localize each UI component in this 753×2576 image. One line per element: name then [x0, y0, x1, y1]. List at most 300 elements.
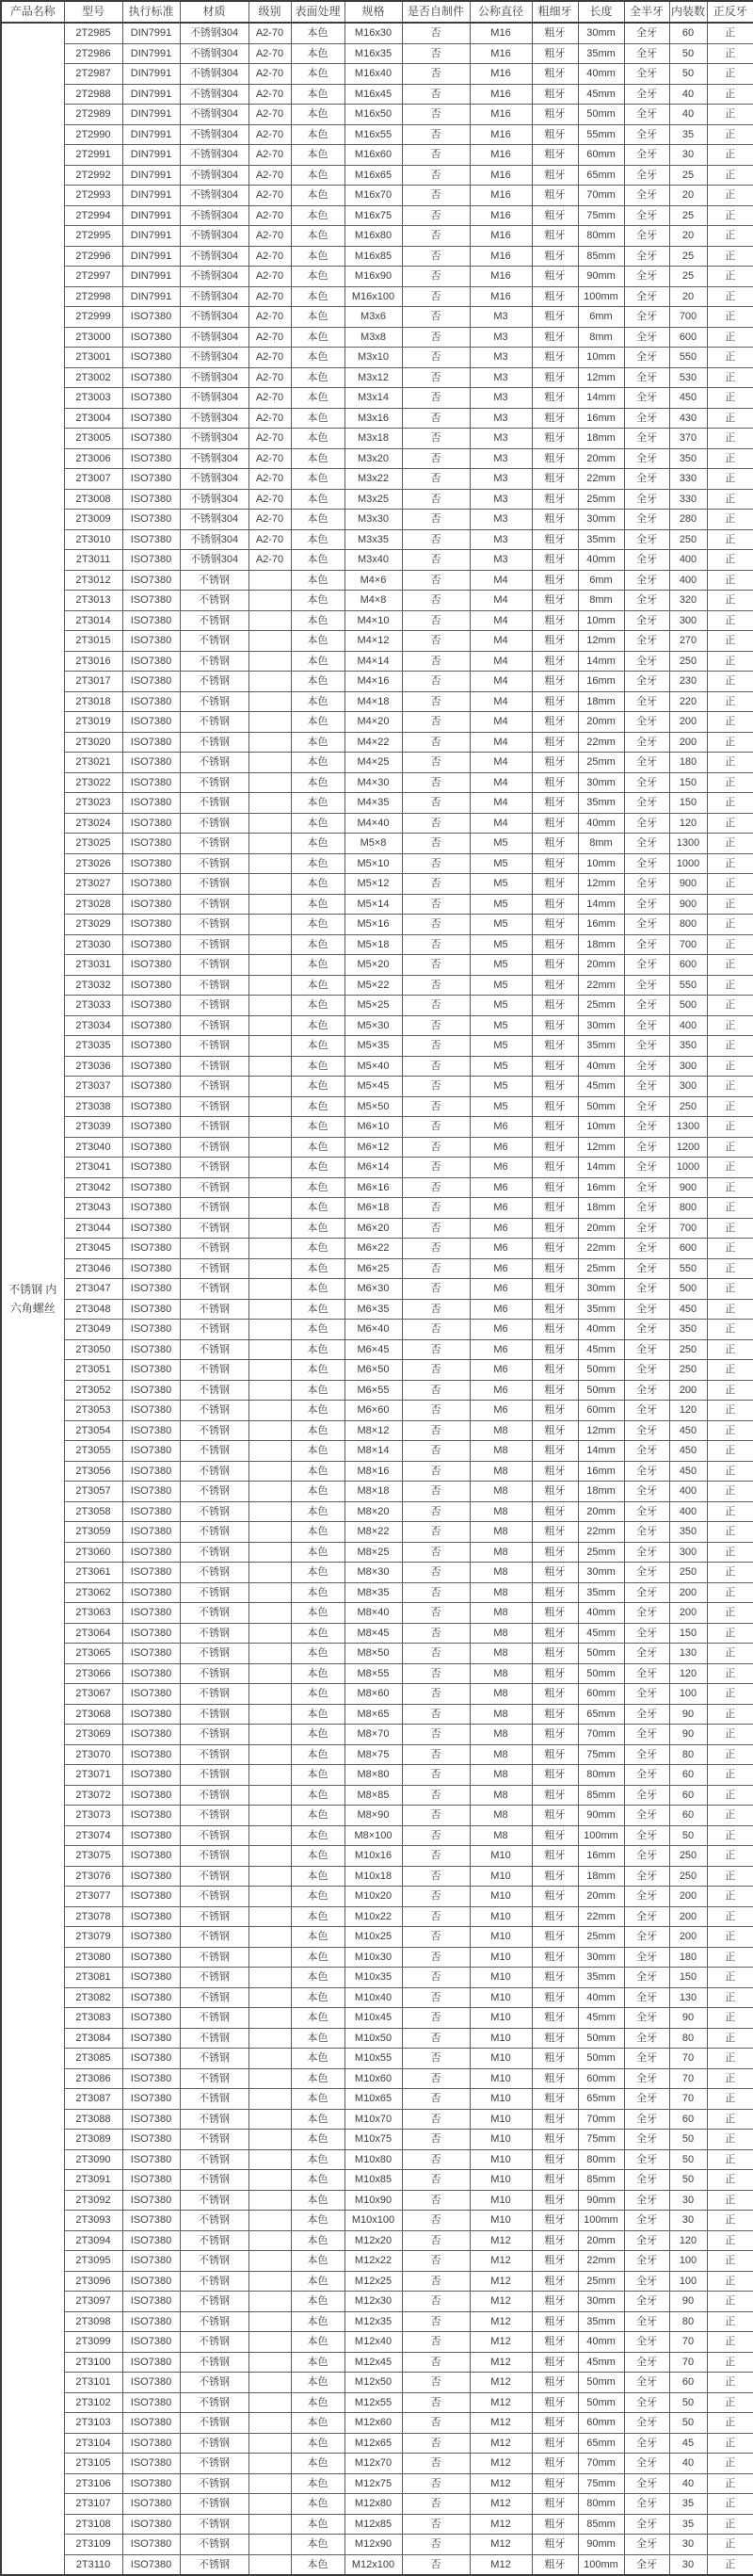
cell-thread-coverage: 全牙 — [624, 1501, 669, 1522]
cell-thread-type: 粗牙 — [532, 955, 578, 976]
cell-diameter: M5 — [470, 1036, 532, 1057]
cell-pack-qty: 900 — [669, 894, 707, 915]
cell-diameter: M4 — [470, 591, 532, 611]
cell-thread-coverage: 全牙 — [624, 246, 669, 267]
cell-thread-type: 粗牙 — [532, 1725, 578, 1745]
cell-material: 不锈钢304 — [180, 226, 248, 247]
cell-model: 2T3041 — [64, 1158, 122, 1178]
cell-finish: 本色 — [291, 1542, 344, 1563]
cell-thread-type: 粗牙 — [532, 2049, 578, 2069]
cell-thread-coverage: 全牙 — [624, 429, 669, 449]
cell-model: 2T3005 — [64, 429, 122, 449]
cell-spec: M3x12 — [344, 367, 402, 388]
cell-thread-type: 粗牙 — [532, 1522, 578, 1543]
cell-thread-type: 粗牙 — [532, 1218, 578, 1239]
cell-material: 不锈钢304 — [180, 469, 248, 490]
table-row — [1, 1704, 753, 1725]
cell-thread-coverage: 全牙 — [624, 1401, 669, 1421]
cell-thread-type: 粗牙 — [532, 732, 578, 753]
cell-model: 2T3065 — [64, 1644, 122, 1664]
cell-model: 2T3043 — [64, 1198, 122, 1219]
cell-thread-coverage: 全牙 — [624, 793, 669, 814]
cell-pack-qty: 20 — [669, 226, 707, 247]
cell-finish: 本色 — [291, 793, 344, 814]
cell-length: 20mm — [578, 1218, 624, 1239]
cell-pack-qty: 450 — [669, 1461, 707, 1482]
cell-diameter: M16 — [470, 286, 532, 307]
cell-grade — [248, 1663, 291, 1684]
cell-length: 16mm — [578, 1461, 624, 1482]
cell-material: 不锈钢304 — [180, 186, 248, 206]
cell-material: 不锈钢304 — [180, 286, 248, 307]
cell-thread-coverage: 全牙 — [624, 367, 669, 388]
cell-thread-coverage: 全牙 — [624, 2109, 669, 2130]
cell-grade: A2-70 — [248, 348, 291, 368]
cell-spec: M10x100 — [344, 2211, 402, 2231]
cell-self-made: 否 — [402, 1684, 470, 1705]
cell-spec: M10x85 — [344, 2170, 402, 2191]
cell-pack-qty: 300 — [669, 1056, 707, 1077]
cell-finish: 本色 — [291, 448, 344, 469]
cell-diameter: M3 — [470, 388, 532, 409]
cell-diameter: M10 — [470, 2049, 532, 2069]
cell-direction: 正 — [707, 2190, 753, 2211]
cell-length: 20mm — [578, 2230, 624, 2251]
cell-model: 2T3095 — [64, 2251, 122, 2272]
cell-pack-qty: 550 — [669, 975, 707, 996]
cell-diameter: M3 — [470, 448, 532, 469]
cell-grade — [248, 2008, 291, 2029]
cell-grade — [248, 2251, 291, 2272]
cell-length: 75mm — [578, 2130, 624, 2150]
cell-standard: ISO7380 — [122, 1542, 180, 1563]
cell-direction: 正 — [707, 1239, 753, 1259]
product-name-cell: 不锈钢 内六角螺丝 — [1, 23, 64, 2575]
cell-self-made: 否 — [402, 448, 470, 469]
cell-length: 25mm — [578, 489, 624, 510]
table-row — [1, 1644, 753, 1664]
cell-thread-type: 粗牙 — [532, 1846, 578, 1867]
cell-material: 不锈钢 — [180, 1501, 248, 1522]
table-row — [1, 1360, 753, 1381]
cell-self-made: 否 — [402, 1015, 470, 1036]
cell-thread-type: 粗牙 — [532, 1360, 578, 1381]
cell-thread-type: 粗牙 — [532, 1299, 578, 1320]
cell-length: 22mm — [578, 732, 624, 753]
cell-grade — [248, 2454, 291, 2474]
cell-direction: 正 — [707, 1906, 753, 1927]
cell-length: 40mm — [578, 1320, 624, 1340]
cell-diameter: M6 — [470, 1360, 532, 1381]
cell-standard: ISO7380 — [122, 2251, 180, 2272]
cell-spec: M3x6 — [344, 307, 402, 328]
cell-diameter: M12 — [470, 2392, 532, 2413]
cell-grade — [248, 753, 291, 773]
cell-model: 2T2988 — [64, 84, 122, 105]
cell-model: 2T3096 — [64, 2271, 122, 2292]
cell-grade — [248, 2514, 291, 2535]
cell-thread-type: 粗牙 — [532, 2292, 578, 2312]
table-row — [1, 64, 753, 85]
cell-grade: A2-70 — [248, 367, 291, 388]
cell-length: 35mm — [578, 1582, 624, 1603]
cell-length: 22mm — [578, 469, 624, 490]
cell-self-made: 否 — [402, 165, 470, 186]
cell-model: 2T2985 — [64, 23, 122, 43]
cell-spec: M8×18 — [344, 1482, 402, 1502]
cell-model: 2T3056 — [64, 1461, 122, 1482]
cell-grade — [248, 2332, 291, 2353]
cell-self-made: 否 — [402, 1663, 470, 1684]
cell-spec: M3x25 — [344, 489, 402, 510]
cell-grade: A2-70 — [248, 226, 291, 247]
cell-model: 2T3109 — [64, 2535, 122, 2555]
header-finish: 表面处理 — [291, 1, 344, 23]
cell-finish: 本色 — [291, 64, 344, 85]
cell-diameter: M4 — [470, 732, 532, 753]
cell-thread-type: 粗牙 — [532, 1320, 578, 1340]
cell-model: 2T3021 — [64, 753, 122, 773]
cell-self-made: 否 — [402, 23, 470, 43]
cell-thread-coverage: 全牙 — [624, 1198, 669, 1219]
cell-standard: ISO7380 — [122, 2311, 180, 2332]
cell-length: 40mm — [578, 2332, 624, 2353]
cell-diameter: M12 — [470, 2433, 532, 2454]
cell-grade — [248, 631, 291, 652]
cell-direction: 正 — [707, 1785, 753, 1806]
cell-finish: 本色 — [291, 1684, 344, 1705]
cell-material: 不锈钢304 — [180, 367, 248, 388]
cell-grade — [248, 2068, 291, 2089]
cell-direction: 正 — [707, 1968, 753, 1988]
cell-diameter: M16 — [470, 105, 532, 125]
cell-diameter: M16 — [470, 145, 532, 166]
cell-standard: ISO7380 — [122, 1177, 180, 1198]
cell-spec: M10x80 — [344, 2149, 402, 2170]
cell-finish: 本色 — [291, 1603, 344, 1624]
cell-material: 不锈钢 — [180, 2494, 248, 2515]
table-row — [1, 1522, 753, 1543]
cell-thread-coverage: 全牙 — [624, 43, 669, 64]
cell-length: 30mm — [578, 23, 624, 43]
cell-thread-type: 粗牙 — [532, 1744, 578, 1765]
cell-grade: A2-70 — [248, 64, 291, 85]
cell-direction: 正 — [707, 1056, 753, 1077]
cell-finish: 本色 — [291, 691, 344, 712]
table-row — [1, 2392, 753, 2413]
cell-self-made: 否 — [402, 2271, 470, 2292]
cell-finish: 本色 — [291, 813, 344, 834]
cell-standard: ISO7380 — [122, 2049, 180, 2069]
cell-direction: 正 — [707, 1299, 753, 1320]
table-row — [1, 2332, 753, 2353]
cell-standard: ISO7380 — [122, 2473, 180, 2494]
cell-self-made: 否 — [402, 934, 470, 955]
cell-pack-qty: 25 — [669, 165, 707, 186]
cell-self-made: 否 — [402, 1360, 470, 1381]
cell-spec: M12x55 — [344, 2392, 402, 2413]
cell-model: 2T3050 — [64, 1339, 122, 1360]
cell-material: 不锈钢 — [180, 934, 248, 955]
table-row — [1, 1785, 753, 1806]
cell-direction: 正 — [707, 1158, 753, 1178]
cell-thread-type: 粗牙 — [532, 1704, 578, 1725]
cell-material: 不锈钢 — [180, 813, 248, 834]
table-row — [1, 1056, 753, 1077]
cell-standard: ISO7380 — [122, 2433, 180, 2454]
cell-finish: 本色 — [291, 651, 344, 672]
cell-pack-qty: 60 — [669, 2373, 707, 2393]
cell-thread-coverage: 全牙 — [624, 1320, 669, 1340]
cell-material: 不锈钢 — [180, 2190, 248, 2211]
cell-thread-coverage: 全牙 — [624, 469, 669, 490]
cell-model: 2T3031 — [64, 955, 122, 976]
cell-diameter: M10 — [470, 2130, 532, 2150]
table-row — [1, 853, 753, 874]
cell-self-made: 否 — [402, 996, 470, 1016]
cell-finish: 本色 — [291, 2028, 344, 2049]
cell-length: 8mm — [578, 834, 624, 854]
table-row — [1, 489, 753, 510]
cell-standard: ISO7380 — [122, 2494, 180, 2515]
cell-pack-qty: 90 — [669, 2008, 707, 2029]
cell-thread-coverage: 全牙 — [624, 124, 669, 145]
cell-finish: 本色 — [291, 1218, 344, 1239]
cell-material: 不锈钢304 — [180, 348, 248, 368]
cell-thread-type: 粗牙 — [532, 348, 578, 368]
cell-thread-coverage: 全牙 — [624, 874, 669, 895]
cell-thread-type: 粗牙 — [532, 489, 578, 510]
table-row — [1, 1279, 753, 1300]
cell-finish: 本色 — [291, 1765, 344, 1786]
cell-thread-type: 粗牙 — [532, 1947, 578, 1968]
cell-finish: 本色 — [291, 1623, 344, 1644]
cell-grade — [248, 1906, 291, 1927]
cell-spec: M16x90 — [344, 267, 402, 287]
cell-grade — [248, 1927, 291, 1948]
cell-direction: 正 — [707, 2433, 753, 2454]
cell-pack-qty: 330 — [669, 489, 707, 510]
cell-thread-coverage: 全牙 — [624, 1177, 669, 1198]
table-row — [1, 2514, 753, 2535]
table-row — [1, 205, 753, 226]
cell-grade — [248, 2554, 291, 2575]
cell-length: 50mm — [578, 1380, 624, 1401]
cell-finish: 本色 — [291, 1036, 344, 1057]
cell-standard: ISO7380 — [122, 1927, 180, 1948]
cell-direction: 正 — [707, 610, 753, 631]
cell-direction: 正 — [707, 591, 753, 611]
cell-model: 2T3079 — [64, 1927, 122, 1948]
cell-self-made: 否 — [402, 1177, 470, 1198]
cell-direction: 正 — [707, 2413, 753, 2434]
cell-standard: ISO7380 — [122, 1441, 180, 1462]
cell-pack-qty: 550 — [669, 348, 707, 368]
cell-spec: M16x40 — [344, 64, 402, 85]
cell-thread-coverage: 全牙 — [624, 934, 669, 955]
cell-thread-type: 粗牙 — [532, 610, 578, 631]
cell-spec: M12x80 — [344, 2494, 402, 2515]
cell-diameter: M8 — [470, 1684, 532, 1705]
cell-diameter: M12 — [470, 2230, 532, 2251]
cell-spec: M6×12 — [344, 1137, 402, 1158]
cell-self-made: 否 — [402, 2535, 470, 2555]
cell-diameter: M3 — [470, 529, 532, 550]
cell-thread-type: 粗牙 — [532, 1401, 578, 1421]
cell-spec: M3x35 — [344, 529, 402, 550]
cell-length: 45mm — [578, 84, 624, 105]
cell-self-made: 否 — [402, 1096, 470, 1117]
cell-pack-qty: 200 — [669, 1603, 707, 1624]
cell-finish: 本色 — [291, 2230, 344, 2251]
cell-thread-type: 粗牙 — [532, 1117, 578, 1138]
cell-self-made: 否 — [402, 2332, 470, 2353]
cell-finish: 本色 — [291, 1380, 344, 1401]
cell-model: 2T3073 — [64, 1806, 122, 1826]
cell-grade — [248, 1887, 291, 1907]
cell-grade — [248, 2494, 291, 2515]
table-row — [1, 2008, 753, 2029]
cell-self-made: 否 — [402, 1198, 470, 1219]
cell-diameter: M6 — [470, 1198, 532, 1219]
table-row — [1, 1906, 753, 1927]
cell-diameter: M16 — [470, 267, 532, 287]
cell-pack-qty: 90 — [669, 1704, 707, 1725]
cell-diameter: M16 — [470, 165, 532, 186]
cell-material: 不锈钢304 — [180, 510, 248, 530]
cell-self-made: 否 — [402, 1441, 470, 1462]
cell-self-made: 否 — [402, 1522, 470, 1543]
cell-diameter: M5 — [470, 894, 532, 915]
cell-diameter: M8 — [470, 1582, 532, 1603]
cell-finish: 本色 — [291, 975, 344, 996]
header-diameter: 公称直径 — [470, 1, 532, 23]
cell-thread-coverage: 全牙 — [624, 1887, 669, 1907]
table-row — [1, 2473, 753, 2494]
cell-diameter: M5 — [470, 1096, 532, 1117]
table-row — [1, 1663, 753, 1684]
cell-spec: M16x55 — [344, 124, 402, 145]
cell-finish: 本色 — [291, 1299, 344, 1320]
cell-spec: M12x85 — [344, 2514, 402, 2535]
header-spec: 规格 — [344, 1, 402, 23]
cell-thread-type: 粗牙 — [532, 84, 578, 105]
cell-direction: 正 — [707, 2311, 753, 2332]
cell-finish: 本色 — [291, 834, 344, 854]
cell-finish: 本色 — [291, 469, 344, 490]
cell-material: 不锈钢 — [180, 570, 248, 591]
cell-grade — [248, 732, 291, 753]
cell-spec: M6×16 — [344, 1177, 402, 1198]
cell-model: 2T2995 — [64, 226, 122, 247]
table-row — [1, 996, 753, 1016]
cell-direction: 正 — [707, 1279, 753, 1300]
cell-finish: 本色 — [291, 1482, 344, 1502]
cell-material: 不锈钢 — [180, 1117, 248, 1138]
cell-diameter: M3 — [470, 307, 532, 328]
cell-standard: ISO7380 — [122, 1482, 180, 1502]
cell-material: 不锈钢 — [180, 1015, 248, 1036]
cell-thread-coverage: 全牙 — [624, 1015, 669, 1036]
cell-length: 10mm — [578, 348, 624, 368]
cell-material: 不锈钢 — [180, 1137, 248, 1158]
cell-direction: 正 — [707, 1603, 753, 1624]
cell-spec: M12x65 — [344, 2433, 402, 2454]
table-row — [1, 307, 753, 328]
cell-grade: A2-70 — [248, 246, 291, 267]
cell-standard: ISO7380 — [122, 348, 180, 368]
cell-grade — [248, 1522, 291, 1543]
cell-standard: ISO7380 — [122, 793, 180, 814]
cell-thread-coverage: 全牙 — [624, 1036, 669, 1057]
cell-self-made: 否 — [402, 1704, 470, 1725]
cell-self-made: 否 — [402, 1279, 470, 1300]
cell-material: 不锈钢304 — [180, 529, 248, 550]
table-row — [1, 1684, 753, 1705]
cell-material: 不锈钢304 — [180, 84, 248, 105]
cell-thread-type: 粗牙 — [532, 2149, 578, 2170]
table-row — [1, 124, 753, 145]
cell-thread-type: 粗牙 — [532, 2089, 578, 2110]
cell-finish: 本色 — [291, 1420, 344, 1441]
cell-spec: M8×85 — [344, 1785, 402, 1806]
cell-grade — [248, 1987, 291, 2008]
cell-finish: 本色 — [291, 1927, 344, 1948]
table-row — [1, 1968, 753, 1988]
cell-self-made: 否 — [402, 732, 470, 753]
cell-self-made: 否 — [402, 246, 470, 267]
cell-self-made: 否 — [402, 2352, 470, 2373]
cell-finish: 本色 — [291, 327, 344, 348]
cell-direction: 正 — [707, 2049, 753, 2069]
cell-pack-qty: 400 — [669, 1015, 707, 1036]
cell-standard: ISO7380 — [122, 1846, 180, 1867]
cell-pack-qty: 200 — [669, 1927, 707, 1948]
cell-standard: ISO7380 — [122, 1299, 180, 1320]
cell-self-made: 否 — [402, 469, 470, 490]
cell-thread-type: 粗牙 — [532, 105, 578, 125]
cell-diameter: M12 — [470, 2473, 532, 2494]
cell-pack-qty: 30 — [669, 2211, 707, 2231]
cell-length: 20mm — [578, 448, 624, 469]
cell-thread-type: 粗牙 — [532, 145, 578, 166]
cell-model: 2T2987 — [64, 64, 122, 85]
cell-direction: 正 — [707, 1015, 753, 1036]
table-row — [1, 1239, 753, 1259]
cell-finish: 本色 — [291, 165, 344, 186]
cell-length: 10mm — [578, 853, 624, 874]
cell-finish: 本色 — [291, 1987, 344, 2008]
cell-grade — [248, 1117, 291, 1138]
table-row — [1, 1563, 753, 1583]
cell-material: 不锈钢 — [180, 1866, 248, 1887]
cell-model: 2T3016 — [64, 651, 122, 672]
cell-standard: ISO7380 — [122, 2170, 180, 2191]
cell-spec: M10x16 — [344, 1846, 402, 1867]
cell-length: 80mm — [578, 2494, 624, 2515]
cell-finish: 本色 — [291, 246, 344, 267]
cell-grade: A2-70 — [248, 469, 291, 490]
cell-direction: 正 — [707, 996, 753, 1016]
cell-model: 2T3086 — [64, 2068, 122, 2089]
cell-finish: 本色 — [291, 1117, 344, 1138]
cell-grade — [248, 2149, 291, 2170]
cell-finish: 本色 — [291, 1704, 344, 1725]
table-row — [1, 1461, 753, 1482]
cell-thread-coverage: 全牙 — [624, 105, 669, 125]
cell-model: 2T2991 — [64, 145, 122, 166]
cell-self-made: 否 — [402, 510, 470, 530]
